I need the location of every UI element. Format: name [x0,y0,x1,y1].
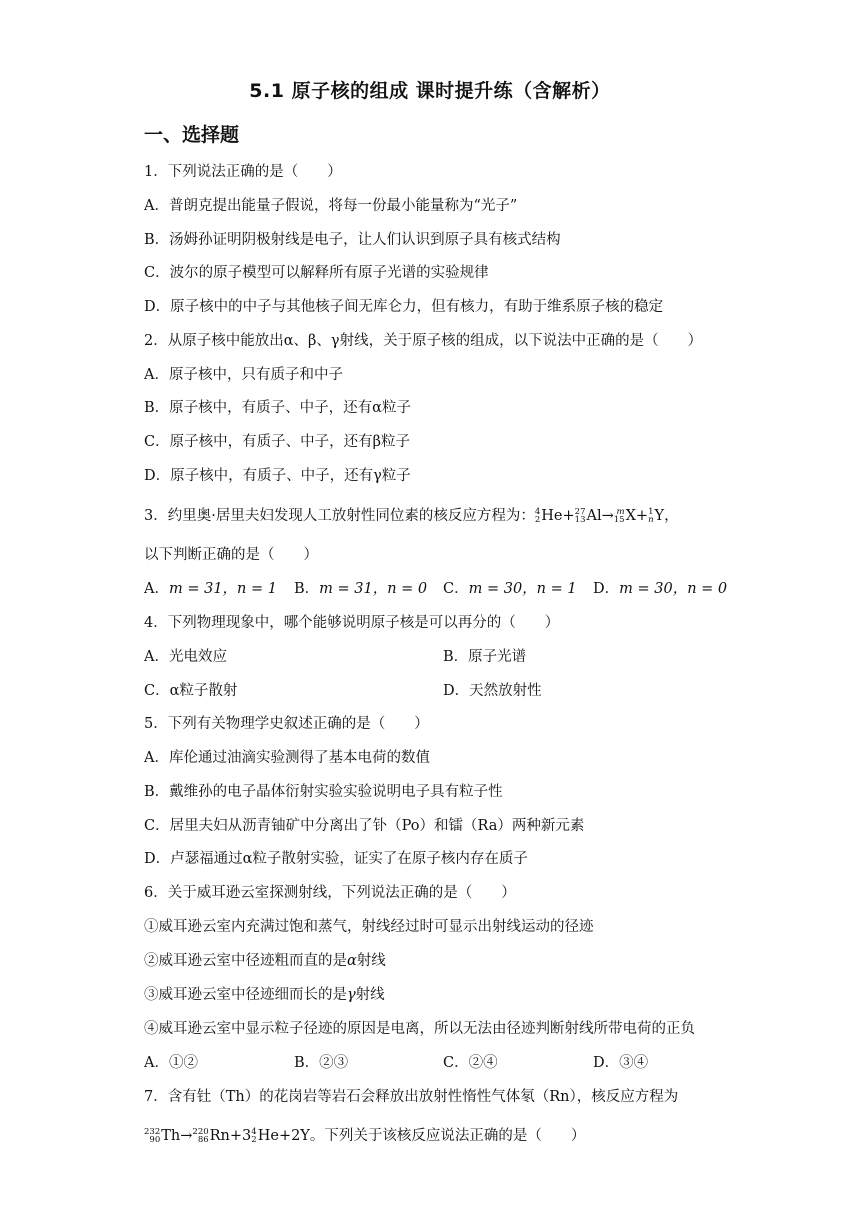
q1-stem: 1．下列说法正确的是（ ） [144,164,342,180]
q7-equation-line [144,1126,585,1146]
q6-statement-1: ①威耳逊云室内充满过饱和蒸气，射线经过时可显示出射线运动的径迹 [144,919,594,935]
option-text: m = 31，n = 0 [319,581,428,597]
q1-option-d[interactable]: D．原子核中的中子与其他核子间无库仑力，但有核力，有助于维系原子核的稳定 [144,299,664,315]
gamma-symbol: γ [347,987,356,1003]
al-atomic-number: 13 [574,515,586,525]
th-mass-number: 232 [144,1127,161,1137]
statement-text: ②威耳逊云室中径迹粗而直的是 [144,953,347,969]
x-nuclide-numbers [614,508,625,524]
q6-option-d[interactable]: D．③④ [593,1055,649,1071]
q2-option-a[interactable]: A．原子核中，只有质子和中子 [144,367,343,383]
q4-option-b[interactable]: B．原子光谱 [443,649,527,665]
option-letter: B． [294,581,320,597]
y-symbol: Y [654,508,665,524]
y-atomic-number: n [648,515,654,525]
q5-option-d[interactable]: D．卢瑟福通过α粒子散射实验，证实了在原子核内存在质子 [144,851,528,867]
statement-text: 射线 [356,953,386,969]
rn-symbol: Rn [209,1128,230,1144]
he-atomic-number: 2 [534,515,541,525]
q2-option-c[interactable]: C．原子核中，有质子、中子，还有β粒子 [144,434,410,450]
rn-nuclide-numbers [192,1128,208,1144]
q2-stem: 2．从原子核中能放出α、β、γ射线，关于原子核的组成，以下说法中正确的是（ ） [144,333,703,349]
equation-tail-text: +2Y。下列关于该核反应说法正确的是（ ） [278,1128,586,1144]
he-mass-number: 4 [251,1127,257,1137]
th-atomic-number: 90 [149,1135,161,1145]
page-title: 5.1 原子核的组成 课时提升练（含解析） [249,80,611,102]
q2-option-b[interactable]: B．原子核中，有质子、中子，还有α粒子 [144,400,411,416]
q4-option-c[interactable]: C．α粒子散射 [144,683,238,699]
option-text: m = 30，n = 1 [468,581,577,597]
q4-option-d[interactable]: D．天然放射性 [443,683,542,699]
q3-option-a[interactable] [144,579,277,599]
q6-statement-3 [144,985,385,1005]
option-letter: A． [144,581,169,597]
q4-option-a[interactable]: A．光电效应 [144,649,227,665]
al-mass-number: 27 [574,507,586,517]
section-heading: 一、选择题 [144,124,240,146]
q6-option-c[interactable]: C．②④ [443,1055,498,1071]
q7-stem: 7．含有钍（Th）的花岗岩等岩石会释放出放射性惰性气体氡（Rn），核反应方程为 [144,1089,679,1105]
plus-sign: + [635,508,649,524]
q5-stem: 5．下列有关物理学史叙述正确的是（ ） [144,716,429,732]
q1-option-a[interactable]: A．普朗克提出能量子假说，将每一份最小能量称为“光子” [144,198,518,214]
alpha-symbol: α [347,953,357,969]
coefficient: +3 [229,1128,252,1144]
option-letter: D． [593,581,620,597]
th-symbol: Th [161,1128,181,1144]
q6-option-a[interactable]: A．①② [144,1055,198,1071]
q5-option-a[interactable]: A．库伦通过油滴实验测得了基本电荷的数值 [144,750,430,766]
x-symbol: X [625,508,636,524]
y-nuclide-numbers [648,508,653,524]
q1-option-c[interactable]: C．波尔的原子模型可以解释所有原子光谱的实验规律 [144,265,489,281]
option-letter: C． [443,581,469,597]
q3-option-b[interactable] [294,579,427,599]
q6-stem: 6．关于威耳逊云室探测射线，下列说法正确的是（ ） [144,885,516,901]
q3-option-d[interactable] [593,579,727,599]
q5-option-c[interactable]: C．居里夫妇从沥青铀矿中分离出了钋（Po）和镭（Ra）两种新元素 [144,818,585,834]
he-nuclide-numbers [535,508,540,524]
q1-option-b[interactable]: B．汤姆孙证明阴极射线是电子，让人们认识到原子具有核式结构 [144,232,561,248]
al-nuclide-numbers [575,508,586,524]
q3-stem [144,506,679,526]
he-mass-number: 4 [534,507,541,517]
reaction-arrow: → [601,508,614,524]
reaction-arrow: → [180,1128,193,1144]
he-symbol: He [257,1128,279,1144]
q6-option-b[interactable]: B．②③ [294,1055,349,1071]
option-text: m = 30，n = 0 [619,581,728,597]
al-symbol: Al [586,508,602,524]
th-nuclide-numbers [144,1128,160,1144]
q3-option-c[interactable] [443,579,577,599]
x-atomic-number: 15 [613,515,625,525]
q3-stem-prefix: 3．约里奥·居里夫妇发现人工放射性同位素的核反应方程为： [144,508,535,524]
q2-option-d[interactable]: D．原子核中，有质子、中子，还有γ粒子 [144,468,411,484]
x-mass-number: m [616,507,625,517]
q6-statement-2 [144,951,386,971]
he-symbol: He [541,508,563,524]
statement-text: ③威耳逊云室中径迹细而长的是 [144,987,347,1003]
y-mass-number: 1 [648,507,654,517]
q4-stem: 4．下列物理现象中，哪个能够说明原子核是可以再分的（ ） [144,615,560,631]
comma: ， [664,508,679,524]
q5-option-b[interactable]: B．戴维孙的电子晶体衍射实验实验说明电子具有粒子性 [144,784,503,800]
he-nuclide-numbers [251,1128,256,1144]
q3-stem-continued: 以下判断正确的是（ ） [144,547,318,563]
q6-statement-4: ④威耳逊云室中显示粒子径迹的原因是电离，所以无法由径迹判断射线所带电荷的正负 [144,1021,695,1037]
rn-atomic-number: 86 [197,1135,209,1145]
rn-mass-number: 220 [192,1127,209,1137]
statement-text: 射线 [355,987,385,1003]
plus-sign: + [562,508,575,524]
he-atomic-number: 2 [251,1135,257,1145]
option-text: m = 31，n = 1 [168,581,277,597]
